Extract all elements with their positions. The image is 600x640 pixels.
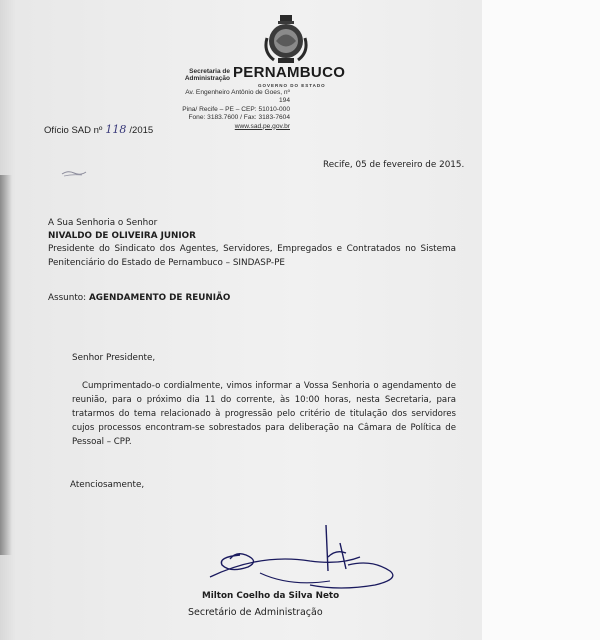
government-label: GOVERNO DO ESTADO bbox=[258, 83, 326, 88]
salutation: Senhor Presidente, bbox=[72, 353, 156, 363]
recipient-name: NIVALDO DE OLIVEIRA JUNIOR bbox=[48, 231, 196, 241]
state-coat-of-arms-icon bbox=[262, 14, 310, 66]
website-link[interactable]: www.sad.pe.gov.br bbox=[234, 122, 290, 130]
subject-line bbox=[48, 292, 230, 306]
signer-title: Secretário de Administração bbox=[188, 607, 323, 618]
recipient-address-line: A Sua Senhoria o Senhor bbox=[48, 218, 158, 228]
oficio-prefix: Ofício SAD nº bbox=[44, 125, 103, 136]
handwritten-signature bbox=[200, 515, 430, 595]
letterhead-address bbox=[178, 89, 290, 131]
subject-text: AGENDAMENTO DE REUNIÃO bbox=[88, 293, 231, 303]
blank-margin bbox=[482, 0, 600, 640]
oficio-number: 118 bbox=[105, 123, 127, 136]
department-label: Secretaria de Administração bbox=[184, 68, 230, 82]
body-paragraph: Cumprimentado-o cordialmente, vimos informar a Vossa Senhoria o agendamento de reunião, para o próximo dia 11 do corrente, às 10:00 horas, nesta Secretaria, para tratarmos do tema relacionado à progressão pelo critério de titulação dos servidores cujos processos encontram-se sobrestados para deliberação na Câmara de Política de Pessoal – CPP. bbox=[72, 381, 456, 447]
state-name: PERNAMBUCO bbox=[233, 64, 346, 81]
pencil-mark-icon bbox=[60, 168, 88, 178]
address-city: Pina/ Recife – PE – CEP: 51010-000 bbox=[182, 105, 290, 113]
address-phone: Fone: 3183.7600 / Fax: 3183-7604 bbox=[188, 114, 290, 122]
date-line: Recife, 05 de fevereiro de 2015. bbox=[323, 160, 465, 170]
page-edge-shadow bbox=[0, 175, 12, 555]
oficio-number-line bbox=[44, 123, 153, 136]
oficio-year: /2015 bbox=[129, 125, 154, 136]
closing: Atenciosamente, bbox=[70, 480, 145, 490]
signer-name: Milton Coelho da Silva Neto bbox=[202, 591, 340, 601]
recipient-position: Presidente do Sindicato dos Agentes, Servidores, Empregados e Contratados no Sistema Penitenciário do Estado de Pernambuco – SINDASP-PE bbox=[48, 244, 456, 268]
subject-label: Assunto: bbox=[48, 293, 87, 303]
address-street: Av. Engenheiro Antônio de Goes, nº 194 bbox=[185, 89, 290, 105]
